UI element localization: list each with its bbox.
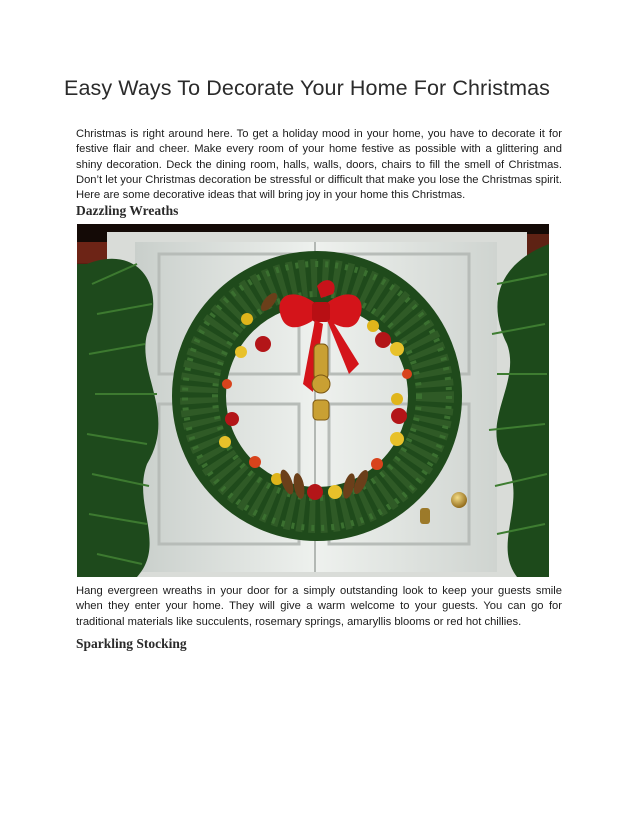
intro-paragraph: Christmas is right around here. To get a holiday mood in your home, you have to decorate it for festive flair and cheer. Make every room of your home festive as possible with a glittering and shiny decoration. Deck the dining room, halls, walls, doors, chairs to fill the smell of Christmas. Don’t let your Christmas decoration be stressful or difficult that make you lose the Christmas spirit. Here are some decorative ideas that will bring joy in your home this Christmas. <box>76 128 562 202</box>
wreath-photo <box>77 224 549 577</box>
section-heading-wreaths: Dazzling Wreaths <box>76 203 179 218</box>
wreaths-paragraph: Hang evergreen wreaths in your door for a simply outstanding look to keep your guests smile when they enter your home. They will give a warm welcome to your guests. You can go for traditional materials like succulents, rosemary springs, amaryllis blooms or red hot chillies. <box>76 585 562 628</box>
page-title: Easy Ways To Decorate Your Home For Christmas <box>64 76 551 100</box>
section-heading-stocking: Sparkling Stocking <box>76 636 187 651</box>
